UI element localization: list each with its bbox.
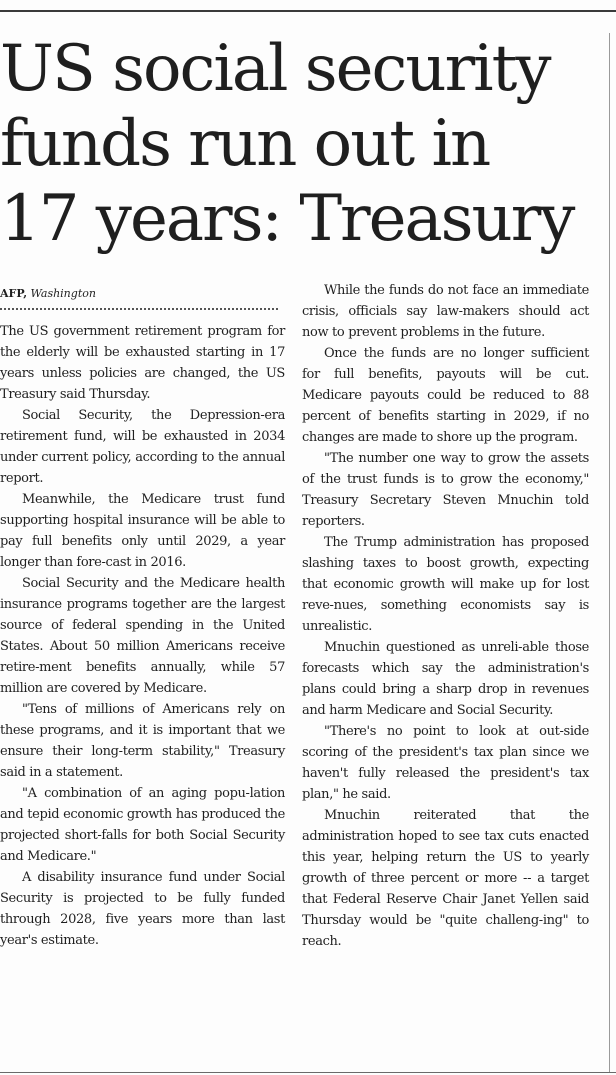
paragraph: Mnuchin questioned as unreli-able those forecasts which say the administration's plans could bring a sharp drop in revenues and harm Medicare and Social Security. [302, 640, 589, 718]
byline-place: Washington [30, 287, 96, 300]
column-edge-rule [609, 33, 610, 1073]
headline-line-2: funds run out in [0, 107, 490, 181]
paragraph: A disability insurance fund under Social Security is projected to be fully funded through 2028, five years more than last year's estimate. [0, 870, 285, 948]
paragraph: Mnuchin reiterated that the administration hoped to see tax cuts enacted this year, helping return the US to yearly growth of three percent or more -- a target that Federal Reserve Chair Janet Yellen said Thursday would be "quite challeng-ing" to reach. [302, 808, 589, 949]
article-column-right [302, 280, 589, 952]
byline [0, 287, 96, 300]
paragraph: "A combination of an aging popu-lation and tepid economic growth has produced the projected short-falls for both Social Security and Medicare." [0, 786, 285, 864]
article-column-left [0, 321, 285, 951]
byline-dotted-separator [0, 308, 278, 310]
paragraph: "There's no point to look at out-side scoring of the president's tax plan since we haven't fully released the president's tax plan," he said. [302, 724, 589, 802]
top-rule [0, 10, 616, 12]
paragraph: The Trump administration has proposed slashing taxes to boost growth, expecting that economic growth will make up for lost reve-nues, something economists say is unrealistic. [302, 535, 589, 634]
byline-agency: AFP, [0, 287, 28, 300]
headline-line-1: US social security [0, 32, 550, 106]
headline [0, 32, 606, 257]
bottom-rule [0, 1072, 616, 1073]
headline-line-3: 17 years: Treasury [0, 182, 574, 256]
paragraph: Social Security, the Depression-era retirement fund, will be exhausted in 2034 under current policy, according to the annual report. [0, 408, 285, 486]
paragraph: Once the funds are no longer sufficient for full benefits, payouts will be cut. Medicare payouts could be reduced to 88 percent of benefits starting in 2029, if no changes are made to shore up the program. [302, 346, 589, 445]
paragraph: Meanwhile, the Medicare trust fund supporting hospital insurance will be able to pay full benefits only until 2029, a year longer than fore-cast in 2016. [0, 492, 285, 570]
paragraph: Social Security and the Medicare health insurance programs together are the largest source of federal spending in the United States. About 50 million Americans receive retire-ment benefits annually, while 57 million are covered by Medicare. [0, 576, 285, 696]
paragraph: The US government retirement program for the elderly will be exhausted starting in 17 years unless policies are changed, the US Treasury said Thursday. [0, 324, 285, 402]
paragraph: "Tens of millions of Americans rely on these programs, and it is important that we ensure their long-term stability," Treasury said in a statement. [0, 702, 285, 780]
paragraph: "The number one way to grow the assets of the trust funds is to grow the economy," Treasury Secretary Steven Mnuchin told reporters. [302, 451, 589, 529]
paragraph: While the funds do not face an immediate crisis, officials say law-makers should act now to prevent problems in the future. [302, 283, 589, 340]
